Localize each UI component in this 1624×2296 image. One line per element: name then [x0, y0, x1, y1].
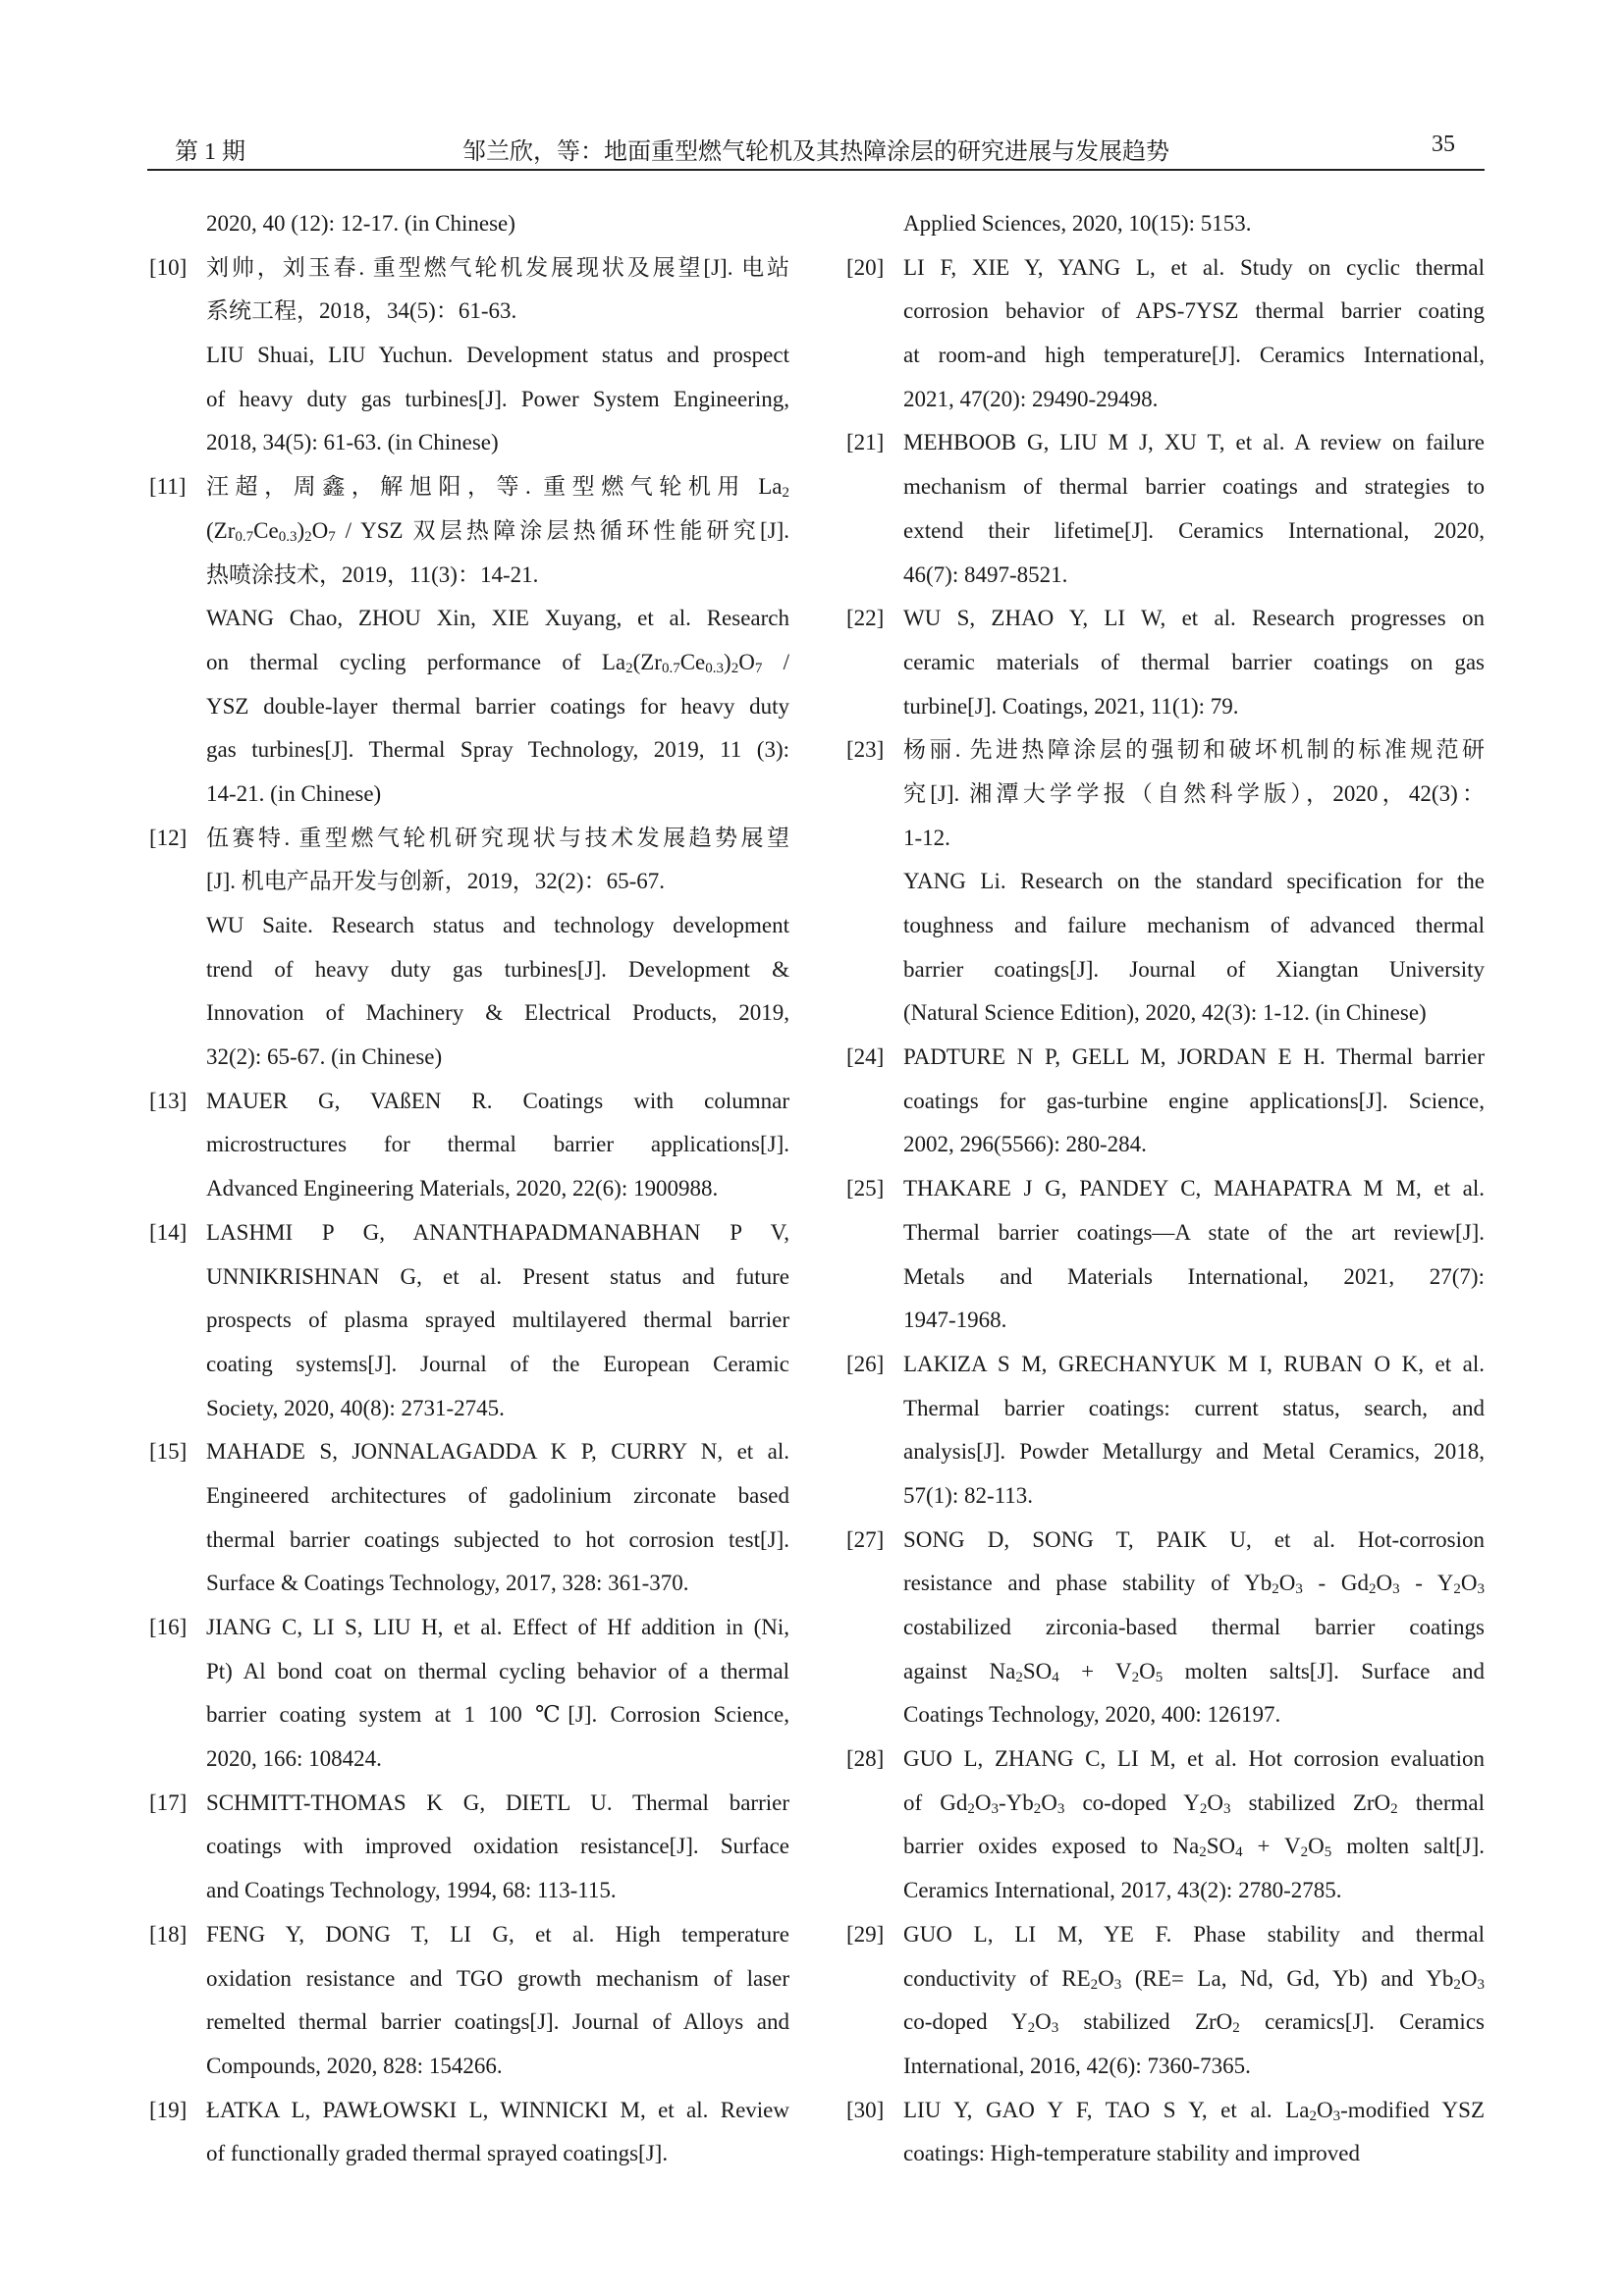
reference-text	[206, 465, 789, 817]
reference-line: analysis[J]. Powder Metallurgy and Metal Ceramics, 2018,	[903, 1439, 1485, 1465]
reference-text	[206, 1211, 789, 1430]
reference-text	[206, 817, 789, 1080]
reference-line: 汪超，周鑫，解旭阳，等. 重型燃气轮机用 $La_2$	[206, 474, 789, 502]
reference-line: YANG Li. Research on the standard specification for the	[903, 869, 1485, 894]
reference-item	[149, 465, 789, 817]
reference-item	[149, 1080, 789, 1211]
reference-item	[846, 1737, 1485, 1913]
reference-number: [28]	[846, 1746, 885, 1772]
running-header	[147, 126, 1485, 171]
reference-line: 2018, 34(5): 61-63. (in Chinese)	[206, 430, 499, 455]
reference-line: THAKARE J G, PANDEY C, MAHAPATRA M M, et al.	[903, 1176, 1485, 1201]
reference-line: 2021, 47(20): 29490-29498.	[903, 386, 1159, 411]
reference-line: 热喷涂技术，2019，11(3)：14-21.	[206, 561, 539, 587]
running-title: 邹兰欣，等：地面重型燃气轮机及其热障涂层的研究进展与发展趋势	[462, 139, 1169, 165]
reference-line: Applied Sciences, 2020, 10(15): 5153.	[903, 211, 1252, 236]
reference-number: [10]	[149, 254, 188, 280]
reference-line: 14-21. (in Chinese)	[206, 780, 382, 806]
reference-line: barrier coatings[J]. Journal of Xiangtan University	[903, 956, 1485, 982]
reference-line: Coatings Technology, 2020, 400: 126197.	[903, 1702, 1281, 1728]
reference-number: [23]	[846, 737, 885, 763]
reference-text	[903, 1036, 1485, 1167]
reference-line: JIANG C, LI S, LIU H, et al. Effect of Hf addition in (Ni,	[206, 1615, 789, 1639]
reference-line: Advanced Engineering Materials, 2020, 22(6): 1900988.	[206, 1176, 719, 1201]
reference-text	[206, 1913, 789, 2089]
reference-line: MAHADE S, JONNALAGADDA K P, CURRY N, et al.	[206, 1439, 789, 1465]
reference-line: LASHMI P G, ANANTHAPADMANABHAN P V,	[206, 1219, 789, 1245]
reference-line: SONG D, SONG T, PAIK U, et al. Hot-corrosion	[903, 1526, 1485, 1552]
reference-line: $(Zr_{0.7}Ce_{0.3})_2O_7$ / YSZ 双层热障涂层热循环性能研究[J].	[206, 517, 789, 545]
reference-line: coatings with improved oxidation resistance[J]. Surface	[206, 1834, 789, 1859]
reference-number: [13]	[149, 1088, 188, 1113]
reference-number: [20]	[846, 254, 885, 280]
reference-line: International, 2016, 42(6): 7360-7365.	[903, 2053, 1251, 2078]
reference-line: 32(2): 65-67. (in Chinese)	[206, 1044, 443, 1070]
reference-number: [30]	[846, 2097, 885, 2122]
reference-line: trend of heavy duty gas turbines[J]. Development &	[206, 956, 789, 982]
reference-line: against $Na_2SO_4 + V_2O_5$ molten salts[J]. Surface and	[903, 1658, 1485, 1685]
reference-item	[846, 1036, 1485, 1167]
reference-line: [J]. 机电产品开发与创新，2019，32(2)：65-67.	[206, 869, 665, 894]
reference-number: [12]	[149, 825, 188, 850]
reference-line: oxidation resistance and TGO growth mechanism of laser	[206, 1965, 789, 1991]
reference-line: of functionally graded thermal sprayed coatings[J].	[206, 2141, 669, 2166]
reference-line: LIU Y, GAO Y F, TAO S Y, et al. $La_2O_3$-modified YSZ	[903, 2097, 1485, 2124]
reference-line: Compounds, 2020, 828: 154266.	[206, 2053, 503, 2078]
left-column	[149, 202, 789, 2176]
reference-line: 57(1): 82-113.	[903, 1482, 1034, 1508]
reference-number: [27]	[846, 1526, 885, 1552]
reference-line: WU S, ZHAO Y, LI W, et al. Research progresses on	[903, 606, 1485, 631]
reference-line: of $Gd_2O_3-Yb_2O_3$ co-doped $Y_2O_3$ stabilized ZrO$_2$ thermal	[903, 1789, 1485, 1817]
reference-line: Innovation of Machinery & Electrical Products, 2019,	[206, 1000, 789, 1026]
issue-label: 第 1 期	[175, 139, 245, 165]
reference-line: coating systems[J]. Journal of the European Ceramic	[206, 1351, 789, 1376]
reference-line: 刘帅，刘玉春. 重型燃气轮机发展现状及展望[J]. 电站	[206, 254, 789, 280]
reference-text	[903, 1737, 1485, 1913]
reference-line: at room-and high temperature[J]. Ceramics International,	[903, 343, 1485, 368]
reference-line: ceramic materials of thermal barrier coatings on gas	[903, 649, 1485, 674]
reference-number: [25]	[846, 1176, 885, 1201]
reference-line: SCHMITT-THOMAS K G, DIETL U. Thermal barrier	[206, 1789, 789, 1815]
reference-line: LIU Shuai, LIU Yuchun. Development status and prospect	[206, 343, 789, 368]
reference-line: Society, 2020, 40(8): 2731-2745.	[206, 1395, 505, 1420]
reference-line: MEHBOOB G, LIU M J, XU T, et al. A review on failure	[903, 430, 1485, 455]
reference-line: turbine[J]. Coatings, 2021, 11(1): 79.	[903, 693, 1239, 719]
reference-number: [22]	[846, 606, 885, 631]
reference-item	[846, 1913, 1485, 2089]
reference-line: Surface & Coatings Technology, 2017, 328: 361-370.	[206, 1571, 689, 1596]
reference-text	[206, 1430, 789, 1606]
reference-item	[846, 246, 1485, 422]
reference-line: GUO L, ZHANG C, LI M, et al. Hot corrosion evaluation	[903, 1746, 1485, 1772]
reference-item	[846, 1343, 1485, 1519]
reference-number: [18]	[149, 1921, 188, 1947]
reference-line: LAKIZA S M, GRECHANYUK M I, RUBAN O K, et al.	[903, 1351, 1485, 1376]
reference-line: 2002, 296(5566): 280-284.	[903, 1132, 1147, 1157]
reference-line: Thermal barrier coatings—A state of the art review[J].	[903, 1219, 1485, 1245]
reference-text	[903, 1343, 1485, 1519]
reference-item	[149, 2089, 789, 2176]
reference-line: and Coatings Technology, 1994, 68: 113-115.	[206, 1878, 617, 1903]
reference-line: 1947-1968.	[903, 1308, 1007, 1333]
reference-line: Ceramics International, 2017, 43(2): 2780-2785.	[903, 1878, 1342, 1903]
reference-text	[206, 1782, 789, 1913]
reference-item	[846, 2089, 1485, 2176]
reference-text	[903, 246, 1485, 422]
continued-reference	[846, 202, 1485, 246]
reference-line: resistance and phase stability of $Yb_2O_3 - Gd_2O_3 - Y_2O_3$	[903, 1571, 1485, 1598]
reference-item	[149, 1211, 789, 1430]
reference-text	[206, 1080, 789, 1211]
reference-item	[846, 421, 1485, 597]
reference-line: 2020, 40 (12): 12-17. (in Chinese)	[206, 211, 515, 236]
reference-item	[149, 1782, 789, 1913]
reference-line: LI F, XIE Y, YANG L, et al. Study on cyclic thermal	[903, 254, 1485, 280]
reference-line: co-doped $Y_2O_3$ stabilized ZrO$_2$ ceramics[J]. Ceramics	[903, 2009, 1485, 2037]
reference-number: [19]	[149, 2097, 188, 2122]
page-number: 35	[1432, 132, 1455, 157]
reference-item	[149, 1913, 789, 2089]
reference-item	[149, 817, 789, 1080]
reference-line: UNNIKRISHNAN G, et al. Present status and future	[206, 1263, 789, 1289]
reference-line: WANG Chao, ZHOU Xin, XIE Xuyang, et al. Research	[206, 606, 789, 631]
reference-number: [17]	[149, 1789, 188, 1815]
reference-text	[903, 421, 1485, 597]
reference-text	[903, 1913, 1485, 2089]
reference-line: 1-12.	[903, 825, 950, 850]
reference-line: coatings: High-temperature stability and improved	[903, 2141, 1360, 2166]
reference-number: [24]	[846, 1044, 885, 1070]
reference-line: MAUER G, VAßEN R. Coatings with columnar	[206, 1088, 789, 1113]
reference-number: [15]	[149, 1439, 188, 1465]
reference-text	[903, 597, 1485, 728]
reference-line: conductivity of $RE_2O_3$ (RE= La, Nd, Gd, Yb) and $Yb_2O_3$	[903, 1965, 1485, 1993]
continued-reference	[149, 202, 789, 246]
reference-item	[149, 246, 789, 465]
reference-line: prospects of plasma sprayed multilayered thermal barrier	[206, 1308, 789, 1333]
reference-line: ŁATKA L, PAWŁOWSKI L, WINNICKI M, et al. Review	[206, 2097, 789, 2122]
reference-number: [26]	[846, 1351, 885, 1376]
reference-text	[903, 728, 1485, 1036]
reference-line: of heavy duty gas turbines[J]. Power System Engineering,	[206, 386, 789, 411]
reference-line: on thermal cycling performance of $La_2(Zr_{0.7}Ce_{0.3})_2O_7$ /	[206, 649, 789, 676]
reference-text	[206, 1606, 789, 1782]
reference-number: [21]	[846, 430, 885, 455]
reference-line: costabilized zirconia-based thermal barrier coatings	[903, 1615, 1485, 1639]
reference-text	[903, 1519, 1485, 1737]
reference-text	[206, 2089, 789, 2176]
reference-text	[903, 2089, 1485, 2176]
reference-line: Engineered architectures of gadolinium zirconate based	[206, 1482, 789, 1508]
reference-line: microstructures for thermal barrier applications[J].	[206, 1132, 789, 1157]
reference-line: mechanism of thermal barrier coatings and strategies to	[903, 474, 1485, 500]
reference-line: coatings for gas-turbine engine applications[J]. Science,	[903, 1088, 1485, 1113]
reference-line: PADTURE N P, GELL M, JORDAN E H. Thermal barrier	[903, 1044, 1485, 1070]
reference-line: Metals and Materials International, 2021, 27(7):	[903, 1263, 1485, 1289]
reference-line: remelted thermal barrier coatings[J]. Journal of Alloys and	[206, 2009, 789, 2035]
reference-line: gas turbines[J]. Thermal Spray Technology, 2019, 11 (3):	[206, 737, 789, 763]
reference-item	[846, 597, 1485, 728]
reference-item	[846, 1519, 1485, 1737]
reference-item	[846, 728, 1485, 1036]
reference-line: Thermal barrier coatings: current status, search, and	[903, 1395, 1485, 1420]
reference-line: thermal barrier coatings subjected to hot corrosion test[J].	[206, 1526, 789, 1552]
reference-line: toughness and failure mechanism of advanced thermal	[903, 913, 1485, 937]
reference-line: barrier coating system at 1 100 ℃[J]. Corrosion Science,	[206, 1702, 789, 1728]
reference-item	[149, 1430, 789, 1606]
reference-item	[149, 1606, 789, 1782]
reference-line: 究[J]. 湘潭大学学报（自然科学版），2020，42(3)：	[903, 780, 1485, 806]
reference-line: GUO L, LI M, YE F. Phase stability and thermal	[903, 1921, 1485, 1947]
reference-line: FENG Y, DONG T, LI G, et al. High temperature	[206, 1921, 789, 1947]
reference-number: [11]	[149, 474, 187, 500]
reference-number: [29]	[846, 1921, 885, 1947]
reference-number: [14]	[149, 1219, 188, 1245]
reference-line: Pt) Al bond coat on thermal cycling behavior of a thermal	[206, 1658, 789, 1683]
reference-line: 杨丽. 先进热障涂层的强韧和破坏机制的标准规范研	[903, 737, 1485, 763]
reference-line: 伍赛特. 重型燃气轮机研究现状与技术发展趋势展望	[206, 825, 789, 850]
reference-line: YSZ double-layer thermal barrier coatings for heavy duty	[206, 693, 789, 719]
reference-number: [16]	[149, 1615, 188, 1639]
reference-line: WU Saite. Research status and technology development	[206, 913, 789, 937]
reference-text	[903, 1167, 1485, 1343]
reference-line: 46(7): 8497-8521.	[903, 561, 1068, 587]
reference-line: (Natural Science Edition), 2020, 42(3): 1-12. (in Chinese)	[903, 1000, 1427, 1026]
reference-line: extend their lifetime[J]. Ceramics International, 2020,	[903, 517, 1485, 543]
reference-item	[846, 1167, 1485, 1343]
reference-line: 2020, 166: 108424.	[206, 1746, 382, 1772]
reference-line: corrosion behavior of APS-7YSZ thermal barrier coating	[903, 298, 1485, 324]
reference-line: barrier oxides exposed to $Na_2SO_4 + V_2O_5$ molten salt[J].	[903, 1834, 1485, 1861]
reference-line: 系统工程，2018，34(5)：61-63.	[206, 298, 517, 324]
reference-text	[206, 246, 789, 465]
right-column	[846, 202, 1485, 2176]
